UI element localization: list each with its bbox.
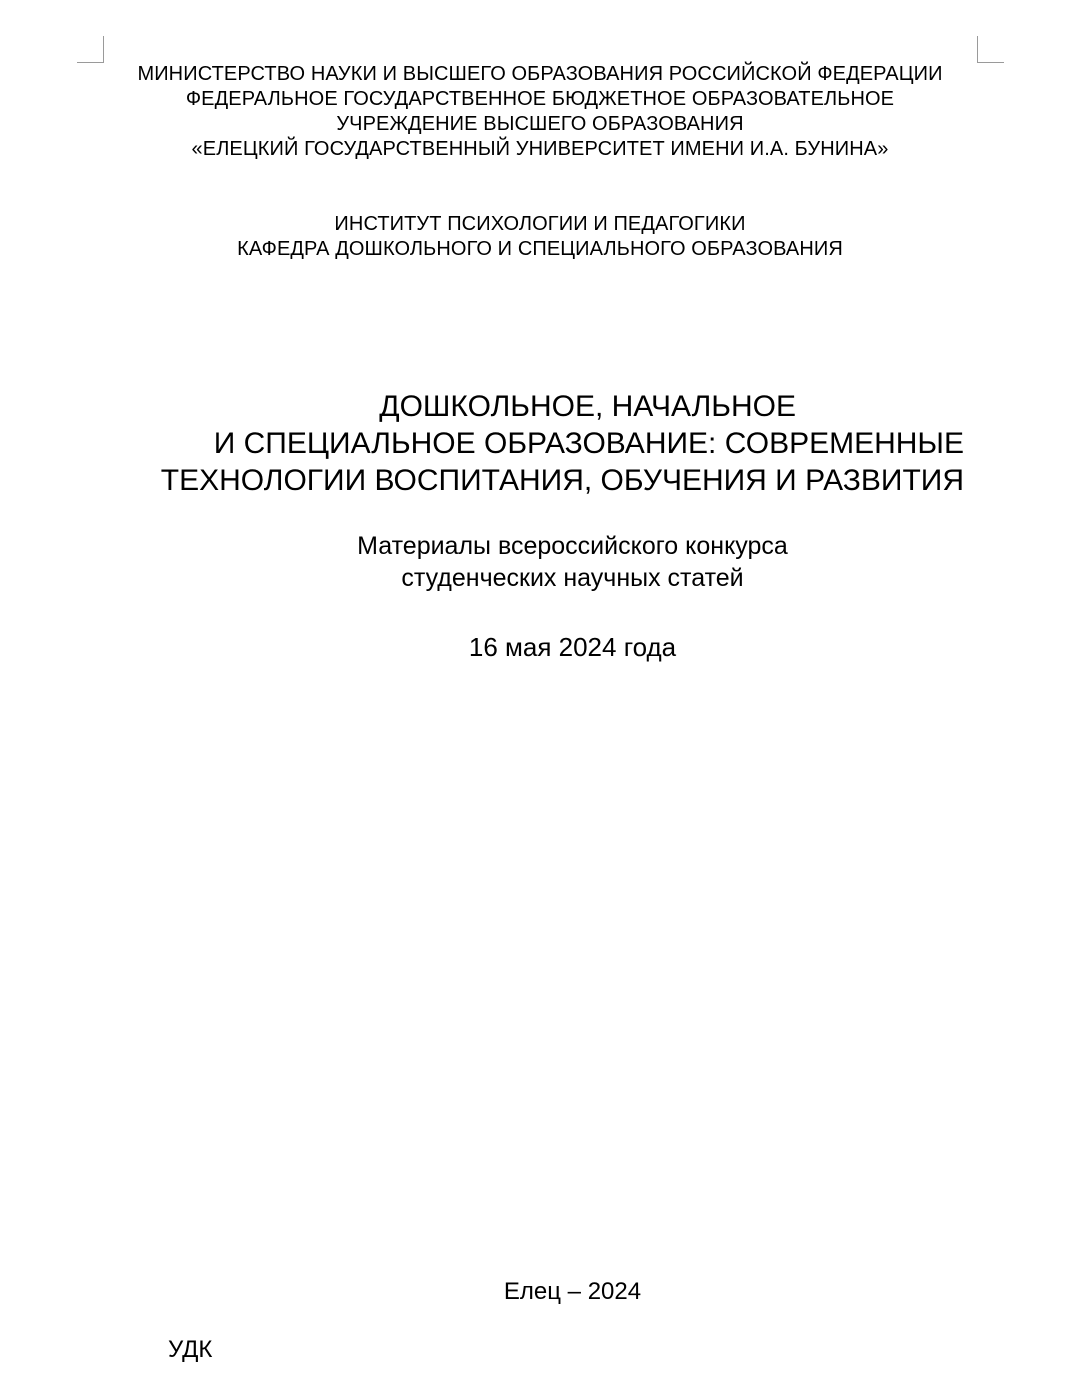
department-line: КАФЕДРА ДОШКОЛЬНОГО И СПЕЦИАЛЬНОГО ОБРАЗОВАНИЯ	[237, 238, 843, 260]
city-year: Елец – 2024	[503, 1278, 642, 1305]
top-left-margin-mark	[77, 36, 104, 63]
subtitle-line: Материалы всероссийского конкурса	[357, 532, 788, 560]
top-right-margin-mark	[977, 36, 1004, 63]
title-line: ТЕХНОЛОГИИ ВОСПИТАНИЯ, ОБУЧЕНИЯ И РАЗВИТИЯ	[160, 464, 964, 497]
organization-header	[0, 62, 1080, 162]
subtitle-line: студенческих научных статей	[401, 564, 744, 592]
udk-label: УДК	[168, 1336, 213, 1363]
organization-line: МИНИСТЕРСТВО НАУКИ И ВЫСШЕГО ОБРАЗОВАНИЯ РОССИЙСКОЙ ФЕДЕРАЦИИ	[137, 63, 943, 85]
organization-line: УЧРЕЖДЕНИЕ ВЫСШЕГО ОБРАЗОВАНИЯ	[336, 113, 744, 135]
organization-line: «ЕЛЕЦКИЙ ГОСУДАРСТВЕННЫЙ УНИВЕРСИТЕТ ИМЕНИ И.А. БУНИНА»	[191, 138, 889, 160]
organization-line: ФЕДЕРАЛЬНОЕ ГОСУДАРСТВЕННОЕ БЮДЖЕТНОЕ ОБРАЗОВАТЕЛЬНОЕ	[185, 88, 895, 110]
institute-header	[0, 212, 1080, 262]
title-line: ДОШКОЛЬНОЕ, НАЧАЛЬНОЕ	[379, 390, 796, 423]
institute-line: ИНСТИТУТ ПСИХОЛОГИИ И ПЕДАГОГИКИ	[334, 213, 746, 235]
document-title	[100, 388, 980, 499]
event-date: 16 мая 2024 года	[468, 632, 677, 662]
document-subtitle	[240, 530, 905, 594]
title-line: И СПЕЦИАЛЬНОЕ ОБРАЗОВАНИЕ: СОВРЕМЕННЫЕ	[213, 427, 964, 460]
